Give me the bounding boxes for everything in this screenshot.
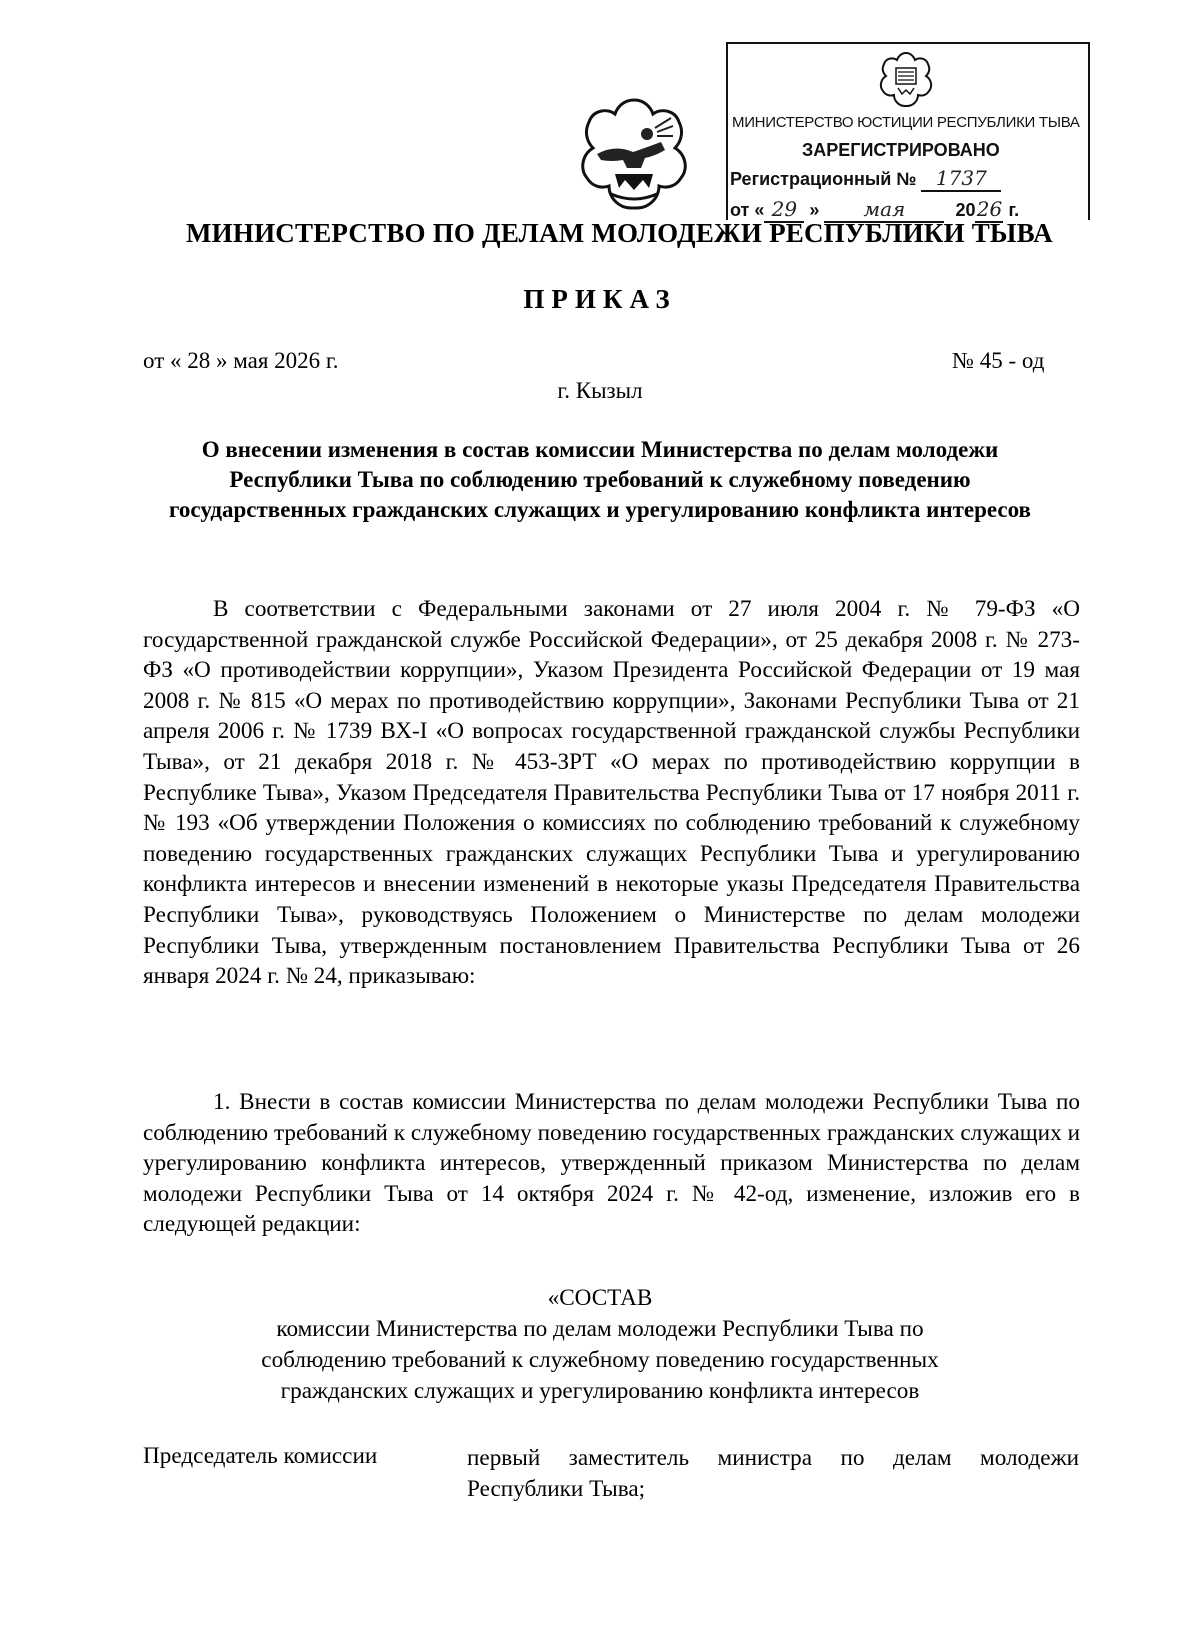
stamp-registration-number — [730, 166, 1001, 192]
stamp-status-text: ЗАРЕГИСТРИРОВАНО — [802, 140, 1000, 160]
preamble-paragraph: В соответствии с Федеральными законами от 27 июля 2004 г. № 79-ФЗ «О государственной гражданской службе Российской Федерации», от 25 декабря 2008 г. № 273-ФЗ «О противодействии коррупции», Указом Президента Российской Федерации от 19 мая 2008 г. № 815 «О мерах по противодействию коррупции», Законами Республики Тыва от 21 апреля 2006 г. № 1739 ВХ-I «О вопросах государственной гражданской службы Республики Тыва», от 21 декабря 2018 г. № 453-ЗРТ «О мерах по противодействию коррупции в Республике Тыва», Указом Председателя Правительства Республики Тыва от 17 ноября 2011 г. № 193 «Об утверждении Положения о комиссиях по соблюдению требований к служебному поведению государственных гражданских служащих Республики Тыва и урегулированию конфликта интересов и внесении изменений в некоторые указы Председателя Правительства Республики Тыва», руководствуясь Положением о Министерстве по делам молодежи Республики Тыва, утвержденным постановлением Правительства Республики Тыва от 26 января 2024 г. № 24, приказываю: — [143, 596, 1080, 990]
ministry-title: МИНИСТЕРСТВО ПО ДЕЛАМ МОЛОДЕЖИ РЕСПУБЛИКИ ТЫВА — [186, 218, 1053, 248]
tuva-emblem-stamp-icon — [878, 50, 934, 108]
order-date: от « 28 » мая 2026 г. — [143, 348, 339, 373]
stamp-reg-number-handwritten: 1737 — [921, 166, 1001, 192]
stamp-year-suffix: 26 — [976, 197, 1003, 221]
stamp-year-end: г. — [1008, 200, 1020, 220]
registration-stamp — [726, 42, 1088, 220]
composition-line-1: комиссии Министерства по делам молодежи Республики Тыва по — [276, 1316, 924, 1342]
document-type: ПРИКАЗ — [523, 284, 677, 314]
composition-line-3: гражданских служащих и урегулированию конфликта интересов — [280, 1378, 920, 1404]
member-description: первый заместитель министра по делам молодежи Республики Тыва; — [467, 1445, 1079, 1502]
order-subject: О внесении изменения в состав комиссии Министерства по делам молодежи Республики Тыва по соблюдению требований к служебному поведению государственных гражданских служащих и урегулированию конфликта интересов — [169, 437, 1031, 522]
item-1-paragraph: 1. Внести в состав комиссии Министерства по делам молодежи Республики Тыва по соблюдению требований к служебному поведению государственных гражданских служащих и урегулированию конфликта интересов, утвержденный приказом Министерства по делам молодежи Республики Тыва от 14 октября 2024 г. № 42-од, изменение, изложив его в следующей редакции: — [143, 1089, 1080, 1238]
stamp-reg-label: Регистрационный № — [730, 169, 917, 189]
order-number: № 45 - од — [952, 348, 1045, 373]
stamp-year-prefix: 20 — [955, 200, 976, 220]
stamp-date-mid: » — [809, 200, 820, 220]
composition-line-2: соблюдению требований к служебному поведению государственных — [261, 1347, 939, 1373]
composition-heading: «СОСТАВ — [547, 1285, 653, 1311]
composition-heading-block — [0, 1283, 1200, 1407]
stamp-date-prefix: от « — [730, 200, 765, 220]
order-city: г. Кызыл — [557, 378, 643, 403]
stamp-date-month: мая — [824, 197, 944, 223]
member-role: Председатель комиссии — [143, 1443, 378, 1469]
stamp-date-day: 29 — [764, 197, 804, 223]
tuva-coat-of-arms-icon — [575, 96, 693, 216]
stamp-ministry-text: МИНИСТЕРСТВО ЮСТИЦИИ РЕСПУБЛИКИ ТЫВА — [732, 114, 1080, 131]
